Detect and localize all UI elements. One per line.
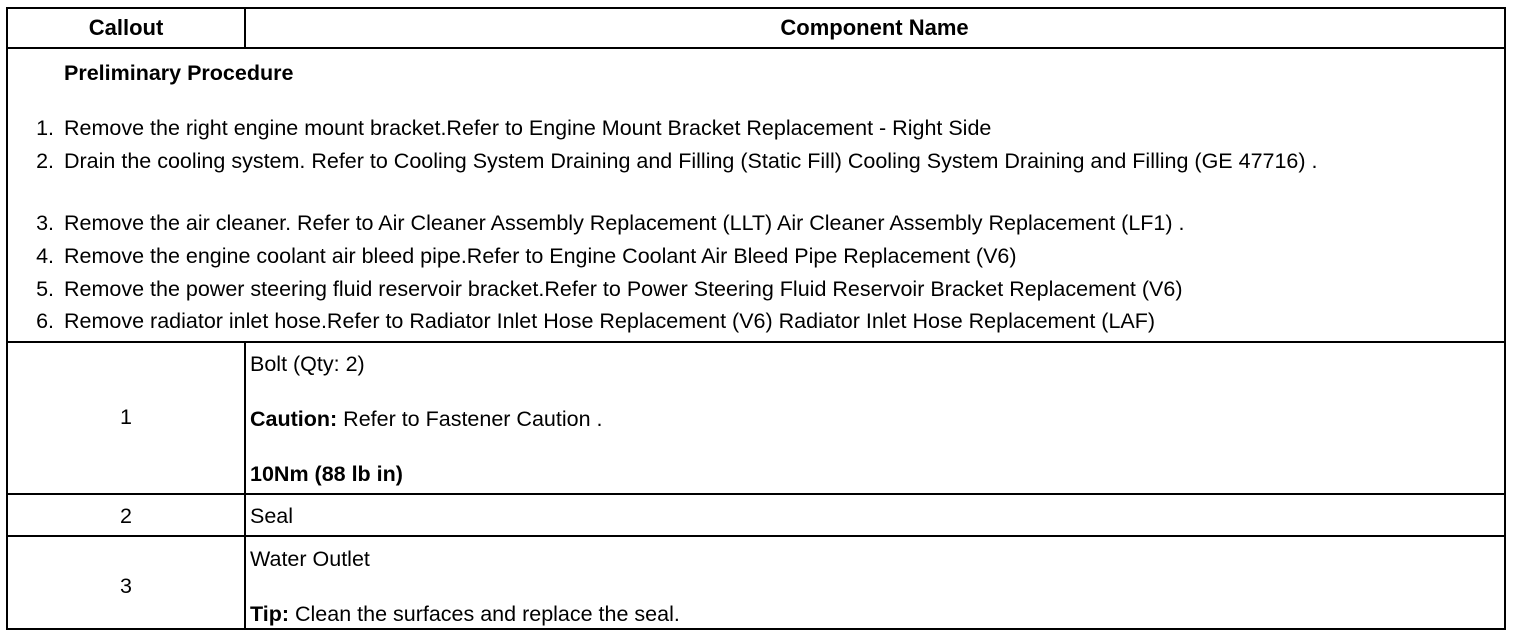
row-rule xyxy=(8,535,1504,537)
step-text: Remove the air cleaner. Refer to Air Cleaner Assembly Replacement (LLT) Air Cleaner Assembly Replacement (LF1) . xyxy=(64,211,1185,235)
step-text: Remove the power steering fluid reservoir bracket.Refer to Power Steering Fluid Reservoir Bracket Replacement (V6) xyxy=(64,277,1183,301)
tip-text: Clean the surfaces and replace the seal. xyxy=(289,602,680,626)
step-number: 4. xyxy=(36,244,54,268)
step-number: 6. xyxy=(36,309,54,333)
header-divider xyxy=(244,9,246,47)
component-name: Bolt (Qty: 2) xyxy=(250,352,365,376)
component-name: Water Outlet xyxy=(250,547,370,571)
step-text: Remove the engine coolant air bleed pipe.Refer to Engine Coolant Air Bleed Pipe Replacement (V6) xyxy=(64,244,1017,268)
callout-number: 2 xyxy=(120,504,132,528)
caution-note xyxy=(250,406,602,432)
tip-label: Tip: xyxy=(250,602,290,626)
caution-label: Caution: xyxy=(250,407,338,431)
step-text: Drain the cooling system. Refer to Cooling System Draining and Filling (Static Fill) Cooling System Draining and Filling (GE 47716) . xyxy=(64,149,1318,173)
header-bottom-rule xyxy=(8,47,1504,49)
component-name: Seal xyxy=(250,504,294,528)
preliminary-title: Preliminary Procedure xyxy=(64,61,294,85)
step-number: 1. xyxy=(36,116,54,140)
caution-text: Refer to Fastener Caution . xyxy=(337,407,603,431)
callout-number: 1 xyxy=(120,405,132,429)
callout-number: 3 xyxy=(120,574,132,598)
row-rule xyxy=(8,493,1504,495)
procedure-table xyxy=(6,7,1506,630)
step-number: 2. xyxy=(36,149,54,173)
step-text: Remove the right engine mount bracket.Refer to Engine Mount Bracket Replacement - Right Side xyxy=(64,116,992,140)
preliminary-bottom-rule xyxy=(8,341,1504,343)
row-divider xyxy=(244,341,246,630)
tip-note xyxy=(250,601,680,627)
header-component-name: Component Name xyxy=(780,15,969,40)
torque-spec: 10Nm (88 lb in) xyxy=(250,462,403,486)
step-number: 5. xyxy=(36,277,54,301)
step-number: 3. xyxy=(36,211,54,235)
header-callout: Callout xyxy=(88,15,164,40)
step-text: Remove radiator inlet hose.Refer to Radiator Inlet Hose Replacement (V6) Radiator Inlet Hose Replacement (LAF) xyxy=(64,309,1156,333)
